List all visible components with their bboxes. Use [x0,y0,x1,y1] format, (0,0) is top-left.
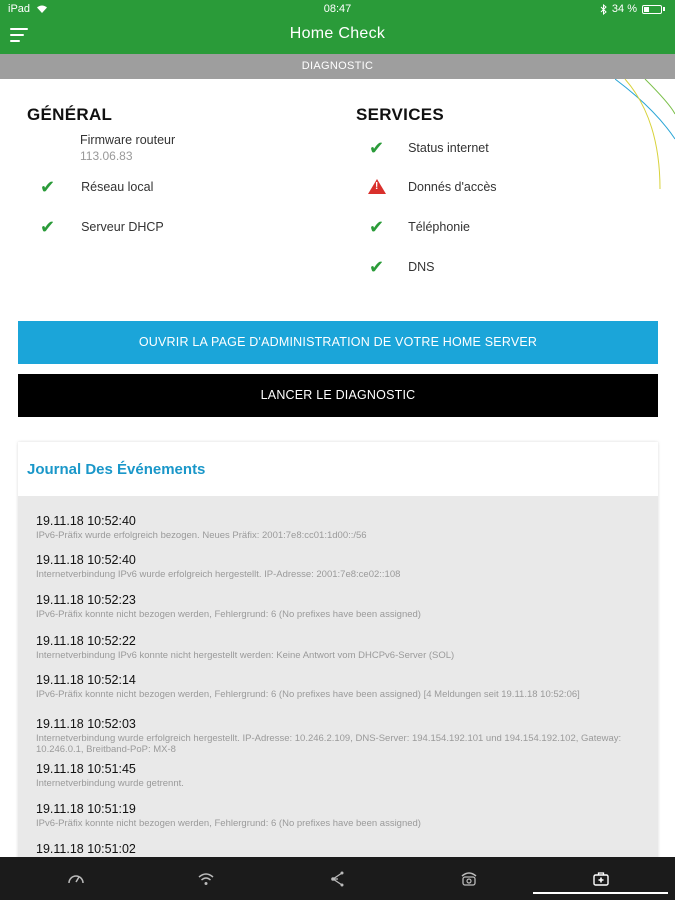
status-row-local-network [40,178,153,196]
list-item [36,514,646,541]
status-label: Donnés d'accès [408,179,497,194]
speedometer-icon [67,870,85,888]
event-time: 19.11.18 10:52:14 [36,673,136,687]
event-time: 19.11.18 10:52:23 [36,593,136,607]
event-message: Internetverbindung IPv6 konnte nicht hergestellt werden: Keine Antwort vom DHCPv6-Server (SOL) [36,650,455,661]
list-item [36,802,646,829]
tab-phone[interactable] [401,857,536,900]
services-section [356,105,646,125]
list-item [36,842,646,858]
general-section [27,105,327,125]
list-item [36,762,646,789]
phone-icon [460,870,478,888]
general-title: GÉNÉRAL [27,105,113,124]
event-time: 19.11.18 10:51:45 [36,762,136,776]
status-label: Status internet [408,141,489,155]
tab-speed[interactable] [8,857,143,900]
event-time: 19.11.18 10:51:02 [36,842,136,856]
tab-wifi[interactable] [138,857,273,900]
event-message: IPv6-Präfix konnte nicht bezogen werden, Fehlergrund: 6 (No prefixes have been assigned) [36,609,421,620]
event-message: Internetverbindung IPv6 wurde erfolgreich hergestellt. IP-Adresse: 2001:7e8:ce02::108 [36,569,401,580]
event-time: 19.11.18 10:51:19 [36,802,136,816]
bottom-nav [0,857,675,900]
status-row-dhcp [40,218,164,236]
event-message: IPv6-Präfix konnte nicht bezogen werden, Fehlergrund: 6 (No prefixes have been assigned) [36,818,421,829]
firmware-label: Firmware routeur [80,133,176,147]
app-title: Home Check [289,25,386,42]
device-label: iPad [8,3,31,15]
event-time: 19.11.18 10:52:40 [36,514,136,528]
battery-icon [642,5,662,14]
event-message: Internetverbindung wurde getrennt. [36,778,184,789]
status-bar [0,0,675,20]
check-icon: ✔ [369,138,385,158]
tab-network[interactable] [270,857,405,900]
run-diagnostic-button[interactable]: LANCER LE DIAGNOSTIC [18,374,658,417]
journal-title: Journal Des Événements [27,461,206,478]
event-time: 19.11.18 10:52:03 [36,717,136,731]
event-message: IPv6-Präfix konnte nicht bezogen werden, Fehlergrund: 6 (No prefixes have been assigned) [4 Meldungen seit 19.11.18 10:52:06] [36,689,580,700]
battery-percent: 34 % [611,3,637,15]
services-title: SERVICES [356,105,445,124]
list-item [36,634,646,661]
status-label: DNS [408,260,435,274]
check-icon: ✔ [40,177,56,197]
app-bar [0,20,675,54]
decorative-lines [615,79,675,189]
warning-icon [368,179,386,194]
list-item [36,717,646,755]
tab-diagnostic[interactable] [533,857,668,900]
event-journal [18,442,658,862]
status-row-dns [369,258,435,276]
clock: 08:47 [323,3,352,15]
check-icon: ✔ [369,217,385,237]
event-time: 19.11.18 10:52:40 [36,553,136,567]
journal-list[interactable] [18,496,658,862]
check-icon: ✔ [40,217,56,237]
event-message: Internetverbindung wurde erfolgreich hergestellt. IP-Adresse: 10.246.2.109, DNS-Server: 194.154.192.101 und 194.154.192.102, Gateway: 10.246.0.1, Breitband-PoP: MX-8 [36,733,622,755]
wifi-icon [197,870,215,888]
bluetooth-icon [600,4,607,15]
event-message: IPv6-Präfix wurde erfolgreich bezogen. Neues Präfix: 2001:7e8:cc01:1d00::/56 [36,530,367,541]
section-header: DIAGNOSTIC [0,54,675,79]
check-icon: ✔ [369,257,385,277]
open-admin-button[interactable]: OUVRIR LA PAGE D'ADMINISTRATION DE VOTRE HOME SERVER [18,321,658,364]
top-bar [0,0,675,54]
status-row-access-data [368,179,497,194]
status-label: Réseau local [81,180,154,194]
status-label: Téléphonie [408,220,470,234]
firmware-value: 113.06.83 [80,149,133,163]
status-label: Serveur DHCP [81,220,164,234]
event-time: 19.11.18 10:52:22 [36,634,136,648]
list-item [36,593,646,620]
network-icon [329,870,347,888]
status-row-telephony [369,218,470,236]
diagnostic-kit-icon [592,870,610,888]
list-item [36,553,646,580]
list-item [36,673,646,700]
status-row-internet [369,139,489,157]
